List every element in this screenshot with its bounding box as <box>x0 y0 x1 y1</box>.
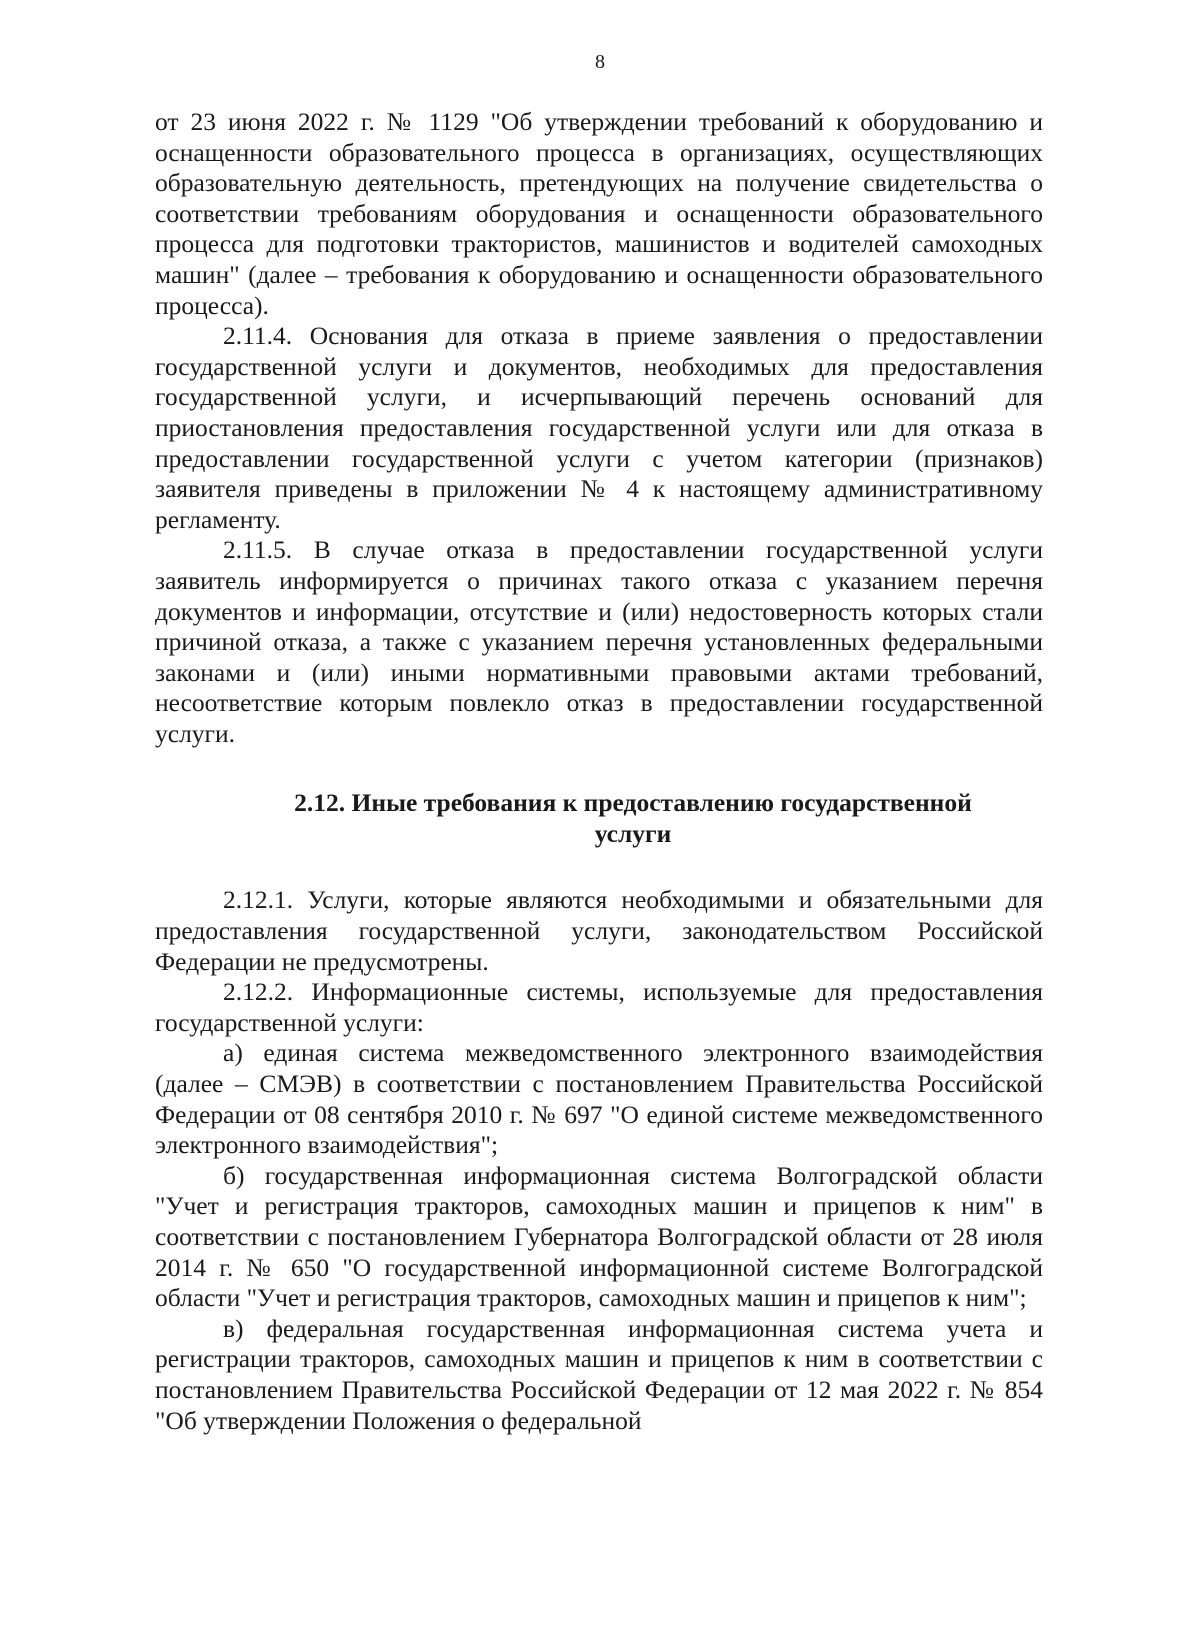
page-number: 8 <box>595 51 605 73</box>
paragraph-2-12-1: 2.12.1. Услуги, которые являются необходимыми и обязательными для предоставления государственной услуги, законодательством Российской Федерации не предусмотрены. <box>155 885 1043 976</box>
section-title <box>155 787 1043 849</box>
paragraph-2-11-5: 2.11.5. В случае отказа в предоставлении государственной услуги заявитель информируется о причинах такого отказа с указанием перечня документов и информации, отсутствие и (или) недостоверность которых стали причиной отказа, а также с указанием перечня установленных федеральными законами и (или) иными нормативными правовыми актами требований, несоответствие которым повлекло отказ в предоставлении государственной услуги. <box>155 535 1043 748</box>
paragraph-2-11-4: 2.11.4. Основания для отказа в приеме заявления о предоставлении государственной услуги и документов, необходимых для предоставления государственной услуги, и исчерпывающий перечень оснований для приостановления предоставления государственной услуги или для отказа в предоставлении государственной услуги с учетом категории (признаков) заявителя приведены в приложении № 4 к настоящему административному регламенту. <box>155 321 1043 534</box>
paragraph-item-a: а) единая система межведомственного электронного взаимодействия (далее – СМЭВ) в соответствии с постановлением Правительства Российской Федерации от 08 сентября 2010 г. № 697 "О единой системе межведомственного электронного взаимодействия"; <box>155 1038 1043 1160</box>
document-body <box>155 107 1043 1436</box>
paragraph-continuation: от 23 июня 2022 г. № 1129 "Об утверждении требований к оборудованию и оснащенности образовательного процесса в организациях, осуществляющих образовательную деятельность, претендующих на получение свидетельства о соответствии требованиям оборудования и оснащенности образовательного процесса для подготовки трактористов, машинистов и водителей самоходных машин" (далее – требования к оборудованию и оснащенности образовательного процесса). <box>155 107 1043 320</box>
paragraph-item-v: в) федеральная государственная информационная система учета и регистрации тракторов, самоходных машин и прицепов к ним в соответствии с постановлением Правительства Российской Федерации от 12 мая 2022 г. № 854 "Об утверждении Положения о федеральной <box>155 1313 1043 1435</box>
section-title-line-1: 2.12. Иные требования к предоставлению государственной <box>294 788 972 818</box>
paragraph-2-12-2: 2.12.2. Информационные системы, используемые для предоставления государственной услуги: <box>155 977 1043 1037</box>
section-title-line-2: услуги <box>594 819 672 849</box>
paragraph-item-b: б) государственная информационная система Волгоградской области "Учет и регистрация тракторов, самоходных машин и прицепов к ним" в соответствии с постановлением Губернатора Волгоградской области от 28 июля 2014 г. № 650 "О государственной информационной системе Волгоградской области "Учет и регистрация тракторов, самоходных машин и прицепов к ним"; <box>155 1160 1043 1313</box>
